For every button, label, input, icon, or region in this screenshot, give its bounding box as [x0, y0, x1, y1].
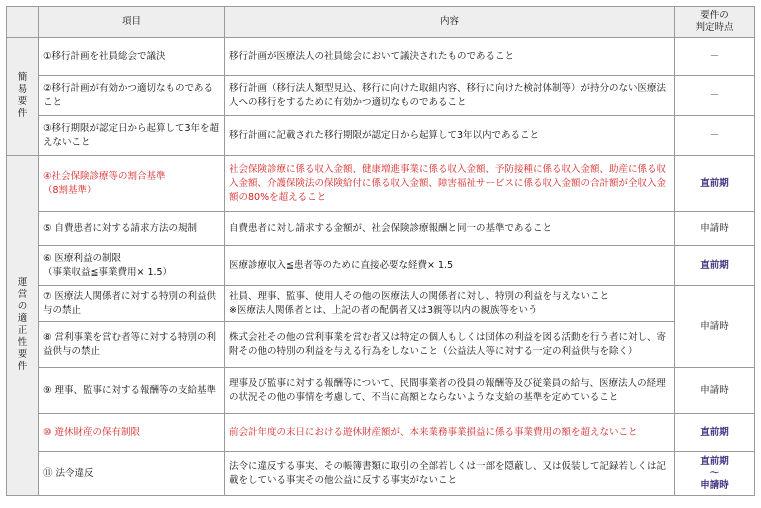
row-timing: 申請時: [675, 212, 755, 246]
header-row: [7, 7, 755, 38]
header-content: 内容: [225, 7, 675, 38]
row-timing: －: [675, 38, 755, 76]
header-item: 項目: [39, 7, 225, 38]
row-item: ①移行計画を社員総会で議決: [39, 38, 225, 76]
category-proper-label: 運営の適正性要件: [17, 277, 28, 372]
row-timing-label: 直前期 ～ 申請時: [700, 455, 729, 491]
row-content-main: 社員、理事、監事、使用人その他の医療法人の関係者に対し、特別の利益を与えないこと: [229, 290, 610, 302]
row-content: 前会計年度の末日における遊休財産額が、本来業務事業損益に係る事業費用の額を超えないこと: [225, 414, 675, 452]
row-content: 移行計画に記載された移行期限が認定日から起算して3年以内であること: [225, 116, 675, 156]
table-row: [7, 322, 755, 368]
row-content: 自費患者に対し請求する金額が、社会保険診療報酬と同一の基準であること: [225, 212, 675, 246]
table-row: [7, 414, 755, 452]
header-timing: [675, 7, 755, 38]
row-content: 社会保険診療に係る収入金額、健康増進事業に係る収入金額、予防接種に係る収入金額、助産に係る収入金額、介護保険法の保険給付に係る収入金額、障害福祉サービスに係る収入金額の合計額が全収入金額の80%を超えること: [225, 156, 675, 212]
row-content-note: ※医療法人関係者とは、上記の者の配偶者又は3親等以内の親族等をいう: [229, 304, 538, 316]
row-content: 法令に違反する事実、その帳簿書類に取引の全部若しくは一部を隠蔽し、又は仮装して記録若しくは記載をしている事実その他公益に反する事実がないこと: [225, 452, 675, 496]
row-timing: 直前期: [675, 246, 755, 286]
row-item-sub: （8割基準）: [43, 184, 97, 196]
row-timing: －: [675, 116, 755, 156]
header-corner: [7, 7, 39, 38]
row-item-label: ⑥ 医療利益の制限: [43, 252, 122, 264]
row-item: ⑤ 自費患者に対する請求方法の規制: [39, 212, 225, 246]
category-simple-label: 簡易要件: [17, 72, 28, 119]
row-item: ⑦ 医療法人関係者に対する特別の利益供与の禁止: [39, 286, 225, 322]
table-row: [7, 38, 755, 76]
row-timing: 申請時: [675, 368, 755, 414]
table-row: [7, 212, 755, 246]
row-item: ③移行期限が認定日から起算して3年を超えないこと: [39, 116, 225, 156]
category-simple: [7, 38, 39, 156]
row-content: 医療診療収入≦患者等のために直接必要な経費× 1.5: [225, 246, 675, 286]
table-row: [7, 76, 755, 116]
row-item: ⑧ 営利事業を営む者等に対する特別の利益供与の禁止: [39, 322, 225, 368]
row-timing: 申請時: [675, 286, 755, 368]
row-content: 株式会社その他の営利事業を営む者又は特定の個人もしくは団体の利益を図る活動を行う者に対し、寄附その他の特別の利益を与える行為をしないこと（公益法人等に対する一定の利益供与を除く）: [225, 322, 675, 368]
table-row: [7, 116, 755, 156]
row-timing: 直前期: [675, 414, 755, 452]
requirements-table: [6, 6, 755, 496]
table-row: [7, 246, 755, 286]
category-proper: [7, 156, 39, 496]
row-item: ⑩ 遊休財産の保有制限: [39, 414, 225, 452]
row-item: [39, 156, 225, 212]
row-timing: －: [675, 76, 755, 116]
table-row: [7, 368, 755, 414]
table-row: [7, 452, 755, 496]
row-timing: [675, 452, 755, 496]
row-item: ②移行計画が有効かつ適切なものであること: [39, 76, 225, 116]
table-row: [7, 156, 755, 212]
row-content: [225, 286, 675, 322]
row-timing: 直前期: [675, 156, 755, 212]
table-row: [7, 286, 755, 322]
row-item-sub: （事業収益≦事業費用× 1.5）: [43, 266, 173, 278]
row-item: ⑨ 理事、監事に対する報酬等の支給基準: [39, 368, 225, 414]
header-timing-label: 要件の 判定時点: [695, 10, 734, 33]
row-content: 移行計画（移行法人類型見込、移行に向けた取組内容、移行に向けた検討体制等）が持分のない医療法人への移行をするために有効かつ適切なものであること: [225, 76, 675, 116]
row-item: [39, 246, 225, 286]
row-item-label: ④社会保険診療等の割合基準: [43, 170, 166, 182]
row-content: 移行計画が医療法人の社員総会において議決されたものであること: [225, 38, 675, 76]
row-content: 理事及び監事に対する報酬等について、民間事業者の役員の報酬等及び従業員の給与、医療法人の経理の状況その他の事情を考慮して、不当に高額とならないような支給の基準を定めていること: [225, 368, 675, 414]
row-item: ⑪ 法令違反: [39, 452, 225, 496]
